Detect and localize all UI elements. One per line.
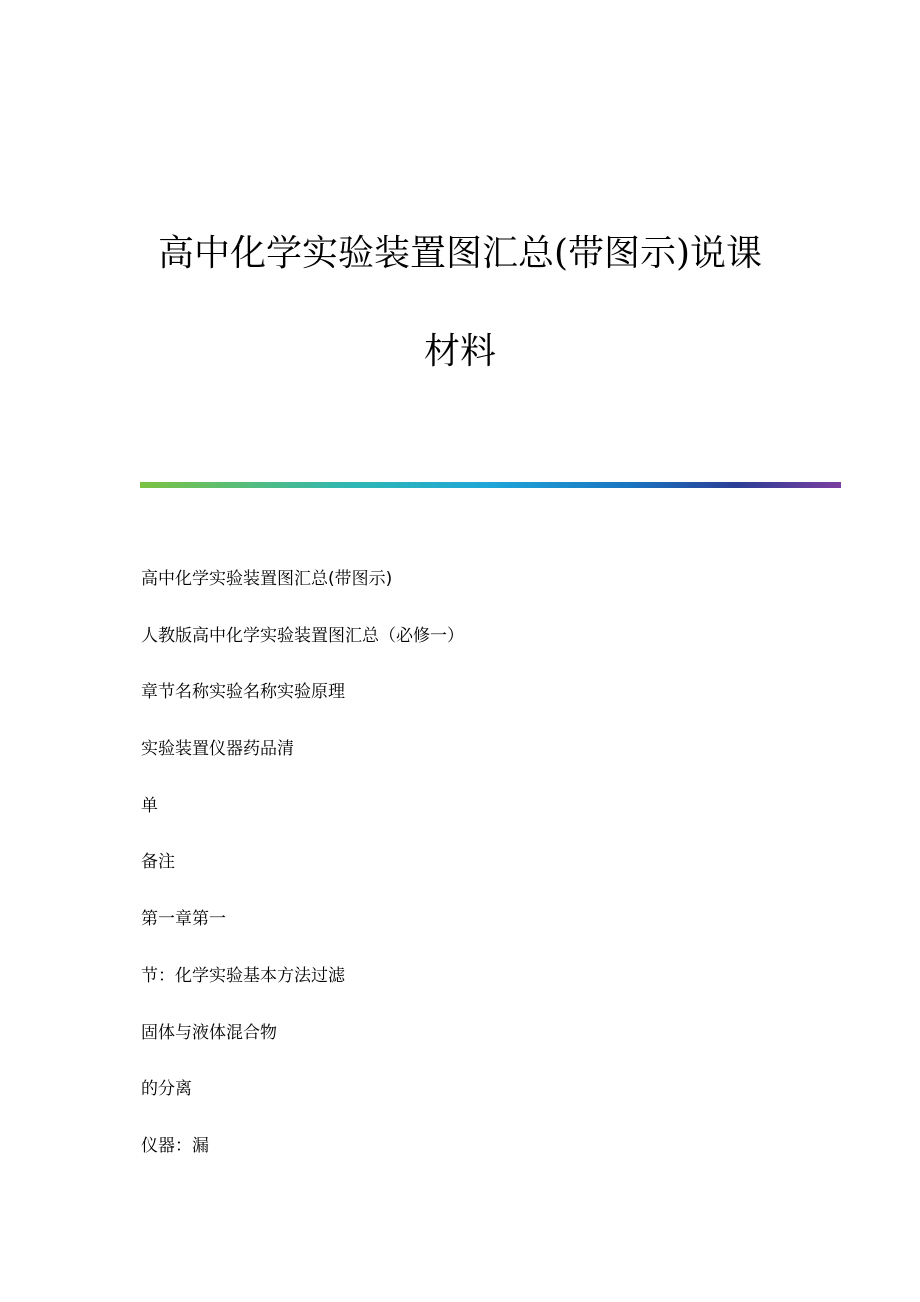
title-line-2: 材料	[423, 331, 496, 372]
body-line: 人教版高中化学实验装置图汇总（必修一）	[141, 625, 464, 646]
body-line: 高中化学实验装置图汇总(带图示)	[141, 569, 393, 589]
document-title	[0, 205, 920, 401]
body-line: 仪器：漏	[141, 1135, 209, 1156]
body-line: 实验装置仪器药品清	[141, 739, 294, 760]
title-divider	[140, 482, 841, 488]
body-line: 第一章第一	[141, 909, 226, 930]
body-line: 节：化学实验基本方法过滤	[141, 965, 345, 986]
body-line: 固体与液体混合物	[141, 1022, 277, 1043]
body-line: 章节名称实验名称实验原理	[141, 682, 345, 703]
title-line-1: 高中化学实验装置图汇总(带图示)说课	[157, 233, 763, 274]
body-line: 单	[141, 795, 158, 816]
body-line: 备注	[141, 852, 175, 873]
body-text	[141, 566, 464, 1190]
body-line: 的分离	[141, 1079, 192, 1100]
